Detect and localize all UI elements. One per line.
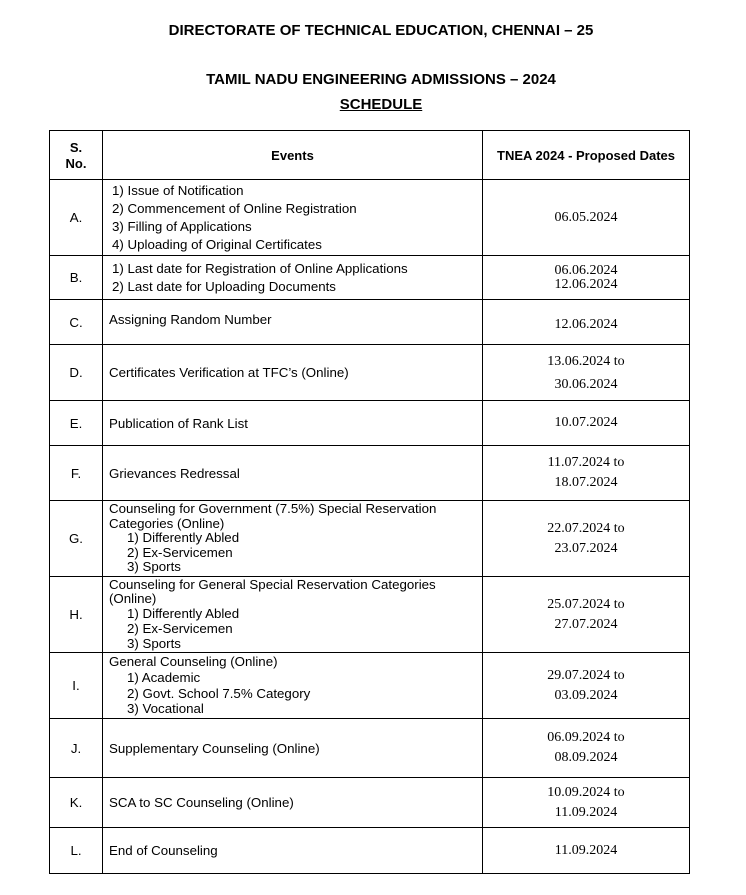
date-line: 12.06.2024 [554,276,618,292]
col-header-events: Events [103,131,483,180]
table-row [50,256,690,300]
event-line: 2) Commencement of Online Registration [112,200,357,216]
event-line: 1) Last date for Registration of Online Applications [112,260,408,276]
row-sno: C. [50,300,103,345]
row-sno: H. [50,577,103,653]
date-line: 11.09.2024 [554,804,618,820]
table-row [50,345,690,401]
table-row [50,401,690,446]
row-events [103,501,483,577]
row-events [103,719,483,778]
table-row [50,446,690,501]
event-line: 1) Differently Abled [127,606,240,622]
event-line: General Counseling (Online) [109,653,278,669]
table-row [50,828,690,874]
directorate-title: DIRECTORATE OF TECHNICAL EDUCATION, CHENNAI – 25 [168,22,594,39]
row-dates [483,828,690,874]
table-row [50,778,690,828]
row-dates [483,719,690,778]
date-line: 03.09.2024 [554,687,618,703]
table-row [50,719,690,778]
row-events [103,180,483,256]
event-line: 3) Filling of Applications [112,218,252,234]
event-line: Counseling for General Special Reservation Categories [109,576,436,592]
event-line: Assigning Random Number [109,311,272,327]
row-events [103,778,483,828]
event-line: 2) Govt. School 7.5% Category [127,685,311,701]
event-line: Certificates Verification at TFC’s (Online) [109,365,349,380]
row-events [103,446,483,501]
row-sno: F. [50,446,103,501]
table-header-row [50,131,690,180]
event-line: 2) Last date for Uploading Documents [112,278,336,294]
date-line: 23.07.2024 [554,540,618,556]
table-row [50,501,690,577]
event-line: Grievances Redressal [109,465,240,481]
row-dates [483,653,690,719]
row-dates [483,401,690,446]
event-line: 3) Vocational [127,701,204,717]
schedule-heading: SCHEDULE [339,96,423,113]
row-dates [483,300,690,345]
date-line: 25.07.2024 to [547,596,625,612]
event-line: End of Counseling [109,843,218,858]
row-dates [483,256,690,300]
date-line: 12.06.2024 [554,317,618,332]
row-events [103,653,483,719]
col-header-sno: S. No. [50,131,103,180]
event-line: 2) Ex-Servicemen [127,544,233,560]
date-line: 11.09.2024 [554,842,618,858]
row-events [103,256,483,300]
row-sno: E. [50,401,103,446]
event-line: SCA to SC Counseling (Online) [109,795,294,810]
date-line: 22.07.2024 to [547,520,625,536]
date-line: 11.07.2024 to [547,455,625,470]
event-line: Categories (Online) [109,515,225,531]
date-line: 18.07.2024 [554,475,618,490]
date-line: 06.06.2024 [554,262,618,278]
row-events [103,345,483,401]
date-line: 30.06.2024 [554,376,618,392]
row-dates [483,577,690,653]
table-row [50,653,690,719]
event-line: 3) Sports [127,559,181,575]
row-sno: L. [50,828,103,874]
row-events [103,828,483,874]
admissions-title: TAMIL NADU ENGINEERING ADMISSIONS – 2024 [206,71,556,88]
event-line: 1) Differently Abled [127,530,240,546]
table-row [50,300,690,345]
event-line: 1) Academic [127,669,201,685]
row-dates [483,501,690,577]
col-header-dates: TNEA 2024 - Proposed Dates [483,131,690,180]
event-line: 2) Ex-Servicemen [127,620,233,636]
date-line: 27.07.2024 [554,616,618,632]
row-dates [483,180,690,256]
row-dates [483,778,690,828]
event-line: 4) Uploading of Original Certificates [112,236,322,252]
table-row [50,577,690,653]
event-line: 3) Sports [127,635,181,651]
row-events [103,300,483,345]
table-row [50,180,690,256]
row-dates [483,446,690,501]
row-events [103,577,483,653]
row-sno: A. [50,180,103,256]
row-events [103,401,483,446]
row-sno: D. [50,345,103,401]
date-line: 29.07.2024 to [547,667,625,683]
event-line: (Online) [109,591,157,607]
event-line: Supplementary Counseling (Online) [109,740,320,756]
date-line: 10.07.2024 [554,415,618,430]
event-line: Publication of Rank List [109,415,248,431]
row-sno: B. [50,256,103,300]
date-line: 08.09.2024 [554,750,618,765]
date-line: 13.06.2024 to [547,353,625,369]
row-sno: I. [50,653,103,719]
row-sno: J. [50,719,103,778]
row-sno: K. [50,778,103,828]
row-dates [483,345,690,401]
date-line: 10.09.2024 to [547,784,625,800]
event-line: Counseling for Government (7.5%) Special Reservation [109,501,437,517]
event-line: 1) Issue of Notification [112,182,244,198]
schedule-table [49,130,690,874]
date-line: 06.05.2024 [554,209,618,225]
date-line: 06.09.2024 to [547,730,625,745]
row-sno: G. [50,501,103,577]
